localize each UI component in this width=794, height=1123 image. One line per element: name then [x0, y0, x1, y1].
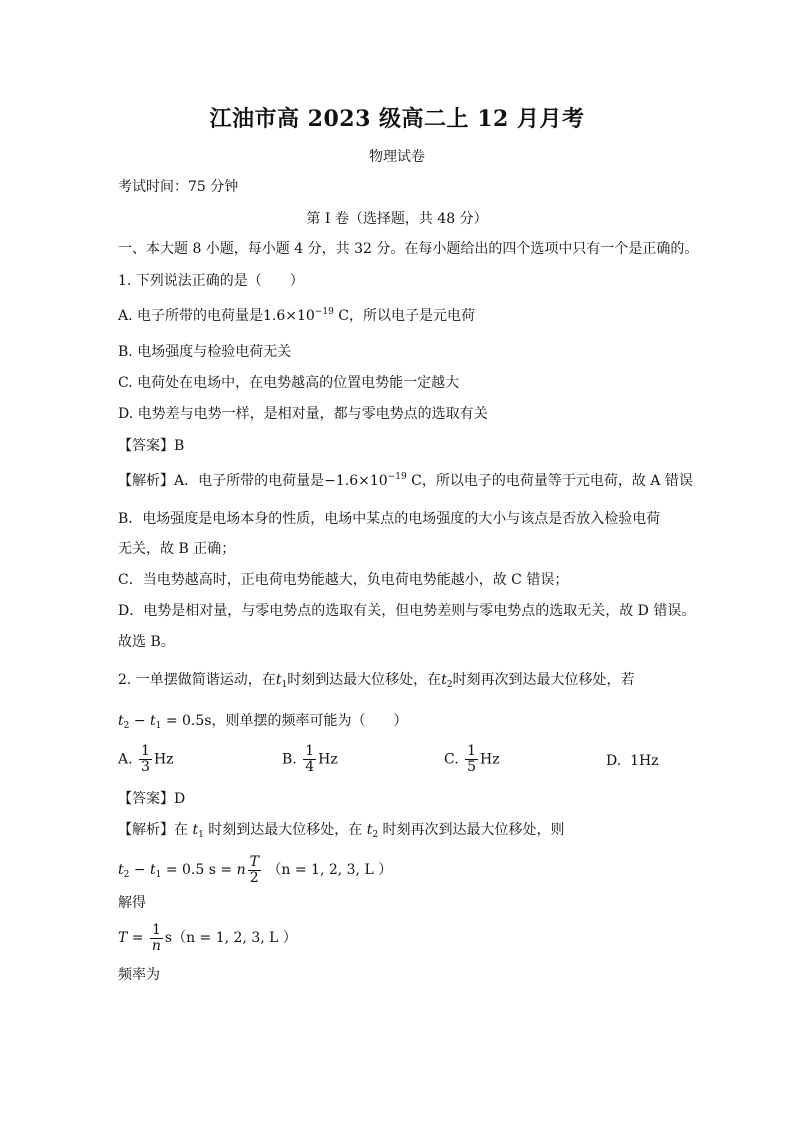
q2-option-a-fraction: $\frac{1}{3}$	[141, 743, 150, 775]
q2-eq-t1: t	[150, 713, 156, 729]
q1-option-a	[118, 307, 475, 325]
q2-option-a-unit: Hz	[153, 751, 174, 768]
q1-option-d: D. 电势差与电势一样，是相对量，都与零电势点的选取有关	[118, 406, 488, 422]
q2-stem-text-b: 时刻到达最大位移处，在	[287, 672, 442, 688]
q2-option-c-fraction: $\frac{1}{5}$	[467, 743, 477, 775]
q1-analysis-a	[118, 472, 693, 490]
q2-eq1-fraction: $\frac{T}{2}$	[249, 853, 259, 886]
q1-analysis-c: C．当电势越高时，正电荷电势能越大，负电荷电势能越小，故 C 错误；	[118, 572, 569, 588]
q2-option-c-unit: Hz	[480, 751, 500, 768]
q1-conclusion: 故选 B。	[118, 634, 175, 650]
q2-eq2-fraction: $\frac{1}{n}$	[151, 921, 161, 954]
q2-stem-line2: $t_2 - t_1 = 0.5s$，则单摆的频率可能为（ ）	[118, 713, 408, 731]
q2-option-d-label: D.	[606, 753, 622, 769]
q1-option-a-suffix: C，所以电子是元电荷	[333, 308, 475, 324]
q2-equation-1: $t_2 - t_1 = 0.5$ s = n $\frac{T}{2}$ （n = 1, 2, 3, L ）	[118, 853, 393, 886]
q2-analysis-text-a: 【解析】在	[118, 822, 193, 838]
q2-eq2-left: T =	[118, 930, 148, 946]
section-title: 第 I 卷（选择题，共 48 分）	[306, 211, 488, 227]
q2-frequency-label: 频率为	[118, 967, 160, 983]
q2-eq2-right: s（n = 1, 2, 3, L ）	[164, 930, 297, 946]
q2-option-b-label: B.	[282, 751, 297, 768]
q2-analysis-text-b: 时刻到达最大位移处，在	[203, 822, 367, 838]
q2-stem-line1	[118, 671, 635, 689]
q2-eq-t2: t	[118, 713, 124, 729]
q1-analysis-a-value: −1.6×10	[324, 473, 388, 489]
q2-option-c	[444, 744, 500, 775]
q1-option-a-exp: −19	[314, 307, 334, 317]
q1-option-b: B. 电场强度与检验电荷无关	[118, 344, 292, 360]
q1-option-c: C. 电荷处在电场中，在电势越高的位置电势能一定越大	[118, 375, 460, 391]
q1-analysis-b-line1: B．电场强度是电场本身的性质，电场中某点的电场强度的大小与该点是否放入检验电荷	[118, 511, 661, 527]
exam-time: 考试时间：75 分钟	[118, 179, 239, 195]
q1-analysis-a-exp: −19	[387, 472, 407, 482]
q2-t2: t	[441, 672, 447, 688]
q2-analysis-text-c: 时刻再次到达最大位移处，则	[378, 822, 565, 838]
q2-analysis: 【解析】在 $t_1$ 时刻到达最大位移处，在 $t_2$ 时刻再次到达最大位移处，则	[118, 822, 565, 840]
page-title: 江油市高 2023 级高二上 12 月月考	[209, 106, 585, 132]
q1-stem: 1. 下列说法正确的是（ ）	[118, 273, 304, 289]
q2-answer: 【答案】D	[118, 791, 186, 807]
q1-analysis-d: D．电势是相对量，与零电势点的选取有关，但电势差则与零电势点的选取无关，故 D 错误。	[118, 603, 696, 619]
q2-equation-2	[118, 920, 297, 956]
q2-stem-text-c: 时刻再次到达最大位移处，若	[452, 672, 635, 688]
q2-option-d-value: 1Hz	[630, 753, 659, 769]
q2-t2-sub: 2	[446, 680, 453, 690]
q2-stem-rest: ，则单摆的频率可能为（ ）	[211, 713, 408, 729]
section-instructions: 一、本大题 8 小题，每小题 4 分，共 32 分。在每小题给出的四个选项中只有一个是正确的。	[118, 241, 699, 257]
q2-eq-t2-sub: 2	[123, 721, 130, 731]
q2-eq1-condition: （n = 1, 2, 3, L ）	[267, 862, 393, 878]
q1-answer: 【答案】B	[118, 438, 185, 454]
q2-analysis-t2: t	[366, 822, 373, 838]
q2-eq1-n: n	[236, 862, 246, 878]
q2-option-a	[118, 744, 174, 775]
q2-option-c-label: C.	[444, 751, 459, 768]
q2-option-d	[606, 753, 659, 769]
q2-analysis-t1: t	[192, 822, 199, 838]
q2-eq-t1-sub: 1	[155, 721, 162, 731]
q2-stem-text-a: 2. 一单摆做简谐运动，在	[118, 672, 276, 688]
q1-analysis-a-suffix: C，所以电子的电荷量等于元电荷，故 A 错误	[406, 473, 693, 489]
page-subtitle: 物理试卷	[369, 149, 425, 165]
q2-option-b-fraction: $\frac{1}{4}$	[305, 743, 315, 775]
q2-t1: t	[275, 672, 282, 688]
q2-eq-value: = 0.5s	[161, 713, 212, 729]
q2-solve-label: 解得	[118, 895, 146, 911]
q1-analysis-a-text: 【解析】A．电子所带的电荷量是	[118, 473, 325, 489]
q2-option-b-unit: Hz	[318, 751, 338, 768]
q2-t1-sub: 1	[281, 680, 288, 690]
q1-option-a-value: 1.6×10	[263, 308, 315, 324]
q2-option-b	[282, 744, 338, 775]
q1-analysis-b-line2: 无关，故 B 正确；	[118, 541, 236, 557]
q1-option-a-text: A. 电子所带的电荷量是	[118, 308, 264, 324]
q2-option-a-label: A.	[118, 751, 133, 768]
q2-eq1-left: = 0.5 s =	[161, 862, 237, 878]
